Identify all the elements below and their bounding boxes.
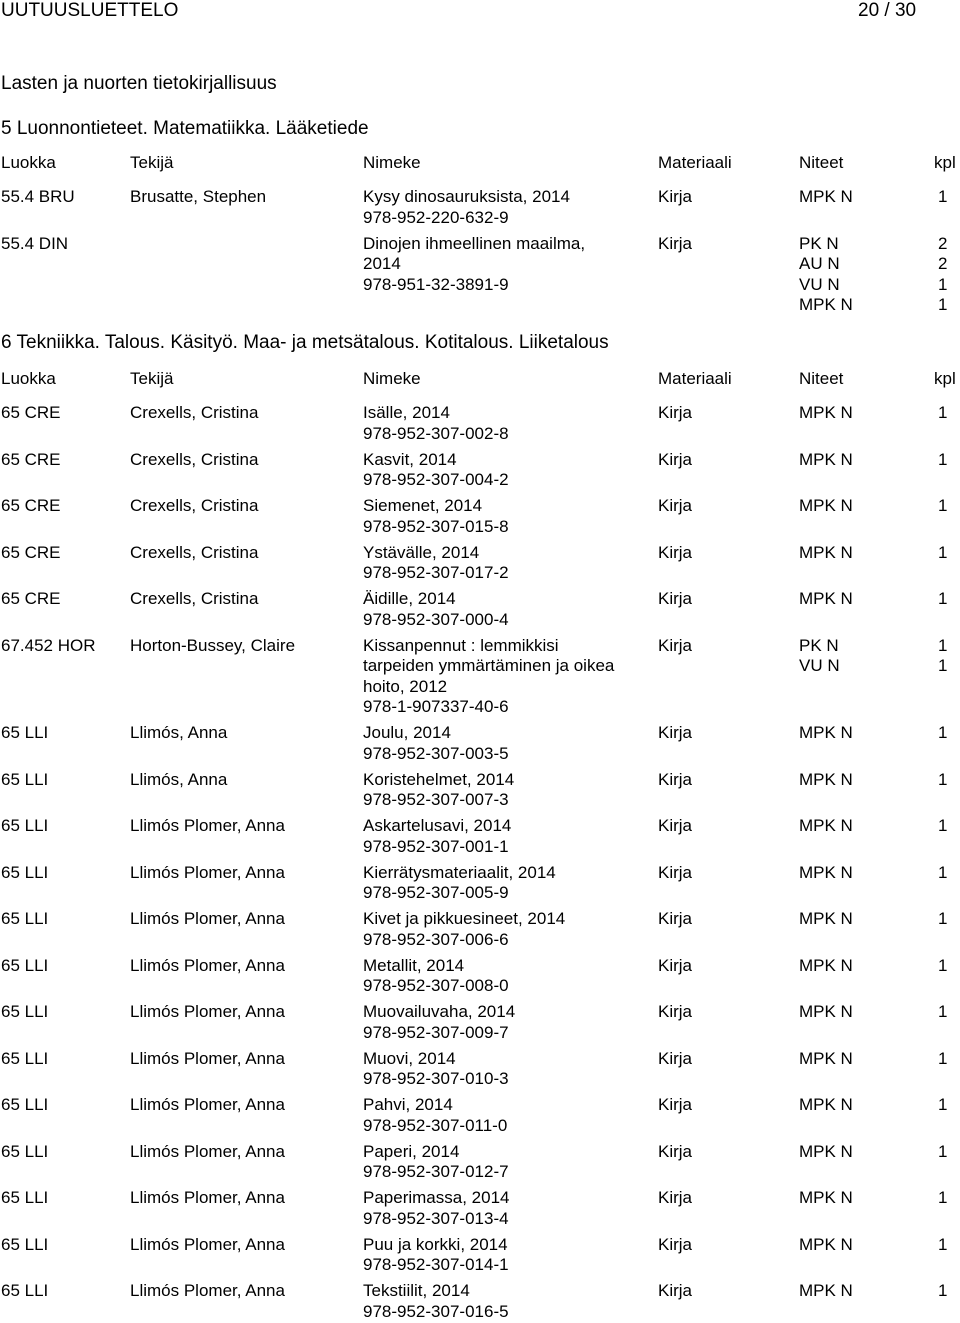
table-row — [0, 1188, 960, 1228]
cell-tekija: Brusatte, Stephen — [130, 187, 267, 206]
column-header-row — [0, 153, 960, 173]
cell-kpl: 1 — [938, 816, 948, 835]
column-header-kpl: kpl — [934, 153, 956, 172]
cell-niteet-place: MPK N — [799, 542, 853, 562]
cell-materiaali: Kirja — [658, 1234, 693, 1254]
document-title: UUTUUSLUETTELO — [1, 0, 179, 21]
cell-nimeke-line: Kysy dinosauruksista, 2014 — [363, 187, 570, 206]
cell-kpl: 1 — [938, 656, 948, 675]
cell-niteet-place: MPK N — [799, 1048, 853, 1068]
cell-luokka: 65 LLI — [1, 1095, 49, 1114]
cell-nimeke-line: 978-952-307-003-5 — [363, 743, 509, 763]
cell-materiaali: Kirja — [658, 1188, 693, 1207]
cell-niteet-place: AU N — [799, 254, 840, 273]
table-row — [0, 816, 960, 856]
cell-tekija: Llimós Plomer, Anna — [130, 816, 285, 835]
cell-materiaali: Kirja — [658, 1002, 693, 1021]
cell-materiaali: Kirja — [658, 909, 693, 928]
cell-kpl: 1 — [938, 862, 948, 882]
cell-tekija: Llimós, Anna — [130, 769, 228, 789]
cell-kpl: 1 — [938, 1141, 948, 1161]
cell-luokka: 55.4 DIN — [1, 233, 69, 253]
cell-materiaali: Kirja — [658, 1281, 693, 1300]
cell-nimeke-line: Äidille, 2014 — [363, 589, 456, 608]
cell-materiaali: Kirja — [658, 723, 693, 742]
cell-materiaali: Kirja — [658, 542, 693, 562]
cell-nimeke-line: Joulu, 2014 — [363, 723, 451, 742]
cell-nimeke-line: 978-952-307-010-3 — [363, 1069, 509, 1088]
cell-luokka: 65 LLI — [1, 1188, 49, 1207]
cell-materiaali: Kirja — [658, 816, 693, 835]
cell-tekija: Llimós Plomer, Anna — [130, 1141, 285, 1161]
cell-materiaali: Kirja — [658, 769, 693, 789]
cell-nimeke-line: Paperi, 2014 — [363, 1141, 460, 1161]
cell-kpl: 1 — [938, 1095, 948, 1114]
cell-nimeke-line: 978-952-220-632-9 — [363, 207, 509, 227]
cell-nimeke-line: hoito, 2012 — [363, 676, 448, 696]
table-row — [0, 1141, 960, 1181]
cell-nimeke-line: 978-952-307-007-3 — [363, 790, 509, 809]
cell-nimeke-line: 978-952-307-017-2 — [363, 563, 509, 582]
cell-luokka: 65 LLI — [1, 1281, 49, 1300]
column-header-niteet: Niteet — [799, 153, 844, 172]
table-row — [0, 635, 960, 716]
table-row — [0, 403, 960, 443]
cell-nimeke-line: Muovi, 2014 — [363, 1048, 456, 1068]
cell-nimeke-line: Kierrätysmateriaalit, 2014 — [363, 862, 556, 882]
cell-niteet-place: MPK N — [799, 449, 853, 469]
cell-kpl: 1 — [938, 1002, 948, 1021]
table-row — [0, 449, 960, 489]
cell-kpl: 1 — [938, 723, 948, 742]
cell-tekija: Llimós Plomer, Anna — [130, 1234, 285, 1254]
cell-niteet-place: MPK N — [799, 1234, 853, 1254]
page-number — [858, 0, 916, 22]
cell-luokka: 65 LLI — [1, 862, 49, 882]
cell-nimeke-line: Kasvit, 2014 — [363, 449, 457, 469]
cell-niteet-place: PK N — [799, 635, 839, 655]
section-title: Lasten ja nuorten tietokirjallisuus — [1, 73, 277, 94]
cell-luokka: 67.452 HOR — [1, 635, 96, 655]
cell-tekija: Crexells, Cristina — [130, 589, 259, 608]
cell-materiaali: Kirja — [658, 403, 693, 422]
cell-niteet-place: PK N — [799, 233, 839, 253]
cell-tekija: Crexells, Cristina — [130, 403, 259, 422]
cell-niteet-place: MPK N — [799, 769, 853, 789]
cell-nimeke-line: tarpeiden ymmärtäminen ja oikea — [363, 656, 615, 675]
cell-niteet-place: MPK N — [799, 1095, 853, 1114]
table-row — [0, 1095, 960, 1135]
cell-niteet-place: MPK N — [799, 909, 853, 928]
cell-niteet-place: MPK N — [799, 1281, 853, 1300]
cell-luokka: 65 CRE — [1, 496, 61, 515]
cell-nimeke-line: Siemenet, 2014 — [363, 496, 483, 515]
cell-nimeke-line: Koristehelmet, 2014 — [363, 769, 515, 789]
cell-materiaali: Kirja — [658, 233, 693, 253]
column-header-tekija: Tekijä — [130, 153, 174, 172]
cell-luokka: 65 LLI — [1, 1234, 49, 1254]
cell-luokka: 65 LLI — [1, 909, 49, 928]
cell-kpl: 1 — [938, 403, 948, 422]
cell-niteet-place: MPK N — [799, 403, 853, 422]
cell-tekija: Llimós Plomer, Anna — [130, 862, 285, 882]
cell-nimeke-line: 978-952-307-004-2 — [363, 470, 509, 489]
cell-luokka: 65 LLI — [1, 769, 49, 789]
cell-nimeke-line: 978-952-307-006-6 — [363, 929, 509, 949]
column-header-tekija: Tekijä — [130, 369, 174, 388]
cell-kpl: 1 — [938, 295, 948, 314]
cell-nimeke-line: 978-952-307-012-7 — [363, 1162, 509, 1181]
cell-nimeke-line: Askartelusavi, 2014 — [363, 816, 512, 835]
cell-materiaali: Kirja — [658, 1095, 693, 1114]
cell-materiaali: Kirja — [658, 449, 693, 469]
cell-kpl: 1 — [938, 909, 948, 928]
cell-kpl: 1 — [938, 589, 948, 608]
cell-nimeke-line: Metallit, 2014 — [363, 955, 465, 975]
cell-kpl: 1 — [938, 1234, 948, 1254]
cell-niteet-place: MPK N — [799, 187, 853, 206]
section-heading: 5 Luonnontieteet. Matematiikka. Lääketiede — [1, 118, 369, 139]
cell-luokka: 65 CRE — [1, 449, 61, 469]
cell-nimeke-line: 978-952-307-015-8 — [363, 516, 509, 536]
cell-niteet-place: MPK N — [799, 955, 853, 975]
cell-kpl: 1 — [938, 955, 948, 975]
cell-kpl: 2 — [938, 233, 948, 253]
cell-luokka: 65 LLI — [1, 816, 49, 835]
cell-nimeke-line: 978-952-307-008-0 — [363, 976, 509, 995]
cell-kpl: 1 — [938, 1281, 948, 1300]
cell-nimeke-line: 978-952-307-005-9 — [363, 883, 509, 902]
cell-niteet-place: MPK N — [799, 295, 853, 314]
cell-nimeke-line: 978-952-307-011-0 — [363, 1115, 508, 1135]
table-row — [0, 909, 960, 949]
cell-materiaali: Kirja — [658, 589, 693, 608]
cell-nimeke-line: Muovailuvaha, 2014 — [363, 1002, 516, 1021]
cell-materiaali: Kirja — [658, 1141, 693, 1161]
cell-nimeke-line: Pahvi, 2014 — [363, 1095, 453, 1114]
column-header-luokka: Luokka — [1, 153, 56, 172]
cell-nimeke-line: Isälle, 2014 — [363, 403, 450, 422]
column-header-niteet: Niteet — [799, 369, 844, 388]
cell-kpl: 1 — [938, 1048, 948, 1068]
cell-niteet-place: MPK N — [799, 1002, 853, 1021]
cell-nimeke-line: 978-952-307-002-8 — [363, 423, 509, 443]
cell-niteet-place: MPK N — [799, 496, 853, 515]
cell-luokka: 65 LLI — [1, 1002, 49, 1021]
cell-tekija: Llimós Plomer, Anna — [130, 1281, 285, 1300]
cell-nimeke-line: 978-952-307-000-4 — [363, 609, 509, 629]
cell-nimeke-line: 2014 — [363, 254, 401, 273]
cell-luokka: 65 LLI — [1, 1048, 49, 1068]
cell-nimeke-line: 978-952-307-009-7 — [363, 1022, 509, 1042]
cell-kpl: 1 — [938, 635, 948, 655]
page-current: 20 — [858, 0, 880, 21]
cell-materiaali: Kirja — [658, 1048, 693, 1068]
cell-luokka: 55.4 BRU — [1, 187, 75, 206]
section-heading: 6 Tekniikka. Talous. Käsityö. Maa- ja metsätalous. Kotitalous. Liiketalous — [1, 332, 609, 353]
cell-tekija: Llimós Plomer, Anna — [130, 955, 285, 975]
table-row — [0, 1281, 960, 1321]
cell-niteet-place: VU N — [799, 656, 840, 675]
cell-niteet-place: MPK N — [799, 816, 853, 835]
column-header-materiaali: Materiaali — [658, 369, 732, 388]
cell-kpl: 1 — [938, 187, 948, 206]
cell-kpl: 1 — [938, 769, 948, 789]
column-header-luokka: Luokka — [1, 369, 56, 388]
table-row — [0, 1048, 960, 1088]
cell-nimeke-line: 978-952-307-013-4 — [363, 1208, 509, 1228]
table-row — [0, 233, 960, 314]
table-row — [0, 542, 960, 582]
cell-nimeke-line: Tekstiilit, 2014 — [363, 1281, 470, 1300]
cell-tekija: Llimós, Anna — [130, 723, 228, 742]
cell-nimeke-line: 978-952-307-016-5 — [363, 1301, 509, 1321]
page-separator: / — [884, 0, 890, 21]
column-header-nimeke: Nimeke — [363, 153, 421, 172]
cell-nimeke-line: Kivet ja pikkuesineet, 2014 — [363, 909, 566, 928]
cell-nimeke-line: 978-952-307-001-1 — [363, 836, 509, 856]
table-row — [0, 1234, 960, 1274]
cell-nimeke-line: 978-952-307-014-1 — [363, 1255, 509, 1274]
table-row — [0, 955, 960, 995]
cell-tekija: Llimós Plomer, Anna — [130, 1188, 285, 1207]
table-row — [0, 1002, 960, 1042]
cell-luokka: 65 CRE — [1, 542, 61, 562]
table-row — [0, 589, 960, 629]
cell-niteet-place: MPK N — [799, 723, 853, 742]
column-header-row — [0, 369, 960, 389]
cell-materiaali: Kirja — [658, 496, 693, 515]
cell-tekija: Crexells, Cristina — [130, 496, 259, 515]
cell-nimeke-line: 978-1-907337-40-6 — [363, 697, 509, 716]
cell-luokka: 65 CRE — [1, 589, 61, 608]
cell-luokka: 65 CRE — [1, 403, 61, 422]
cell-materiaali: Kirja — [658, 635, 693, 655]
cell-tekija: Horton-Bussey, Claire — [130, 635, 296, 655]
cell-nimeke-line: Ystävälle, 2014 — [363, 542, 480, 562]
cell-tekija: Llimós Plomer, Anna — [130, 1095, 285, 1114]
table-row — [0, 769, 960, 809]
cell-nimeke-line: Paperimassa, 2014 — [363, 1188, 510, 1207]
table-row — [0, 723, 960, 763]
table-row — [0, 496, 960, 536]
cell-tekija: Crexells, Cristina — [130, 542, 259, 562]
cell-kpl: 2 — [938, 254, 948, 273]
page-total: 30 — [894, 0, 917, 21]
cell-tekija: Crexells, Cristina — [130, 449, 259, 469]
column-header-kpl: kpl — [934, 369, 956, 388]
cell-nimeke-line: Kissanpennut : lemmikkisi — [363, 635, 559, 655]
cell-tekija: Llimós Plomer, Anna — [130, 909, 285, 928]
cell-nimeke-line: Dinojen ihmeellinen maailma, — [363, 233, 586, 253]
cell-niteet-place: VU N — [799, 274, 840, 294]
cell-kpl: 1 — [938, 1188, 948, 1207]
cell-luokka: 65 LLI — [1, 955, 49, 975]
cell-niteet-place: MPK N — [799, 589, 853, 608]
cell-kpl: 1 — [938, 449, 948, 469]
cell-tekija: Llimós Plomer, Anna — [130, 1002, 285, 1021]
cell-nimeke-line: 978-951-32-3891-9 — [363, 274, 509, 294]
cell-tekija: Llimós Plomer, Anna — [130, 1048, 285, 1068]
cell-luokka: 65 LLI — [1, 1141, 49, 1161]
table-row — [0, 862, 960, 902]
cell-nimeke-line: Puu ja korkki, 2014 — [363, 1234, 508, 1254]
column-header-materiaali: Materiaali — [658, 153, 732, 172]
cell-niteet-place: MPK N — [799, 862, 853, 882]
cell-kpl: 1 — [938, 542, 948, 562]
cell-kpl: 1 — [938, 274, 948, 294]
cell-materiaali: Kirja — [658, 187, 693, 206]
table-row — [0, 187, 960, 227]
cell-kpl: 1 — [938, 496, 948, 515]
cell-niteet-place: MPK N — [799, 1188, 853, 1207]
cell-materiaali: Kirja — [658, 955, 693, 975]
cell-materiaali: Kirja — [658, 862, 693, 882]
column-header-nimeke: Nimeke — [363, 369, 421, 388]
cell-luokka: 65 LLI — [1, 723, 49, 742]
cell-niteet-place: MPK N — [799, 1141, 853, 1161]
